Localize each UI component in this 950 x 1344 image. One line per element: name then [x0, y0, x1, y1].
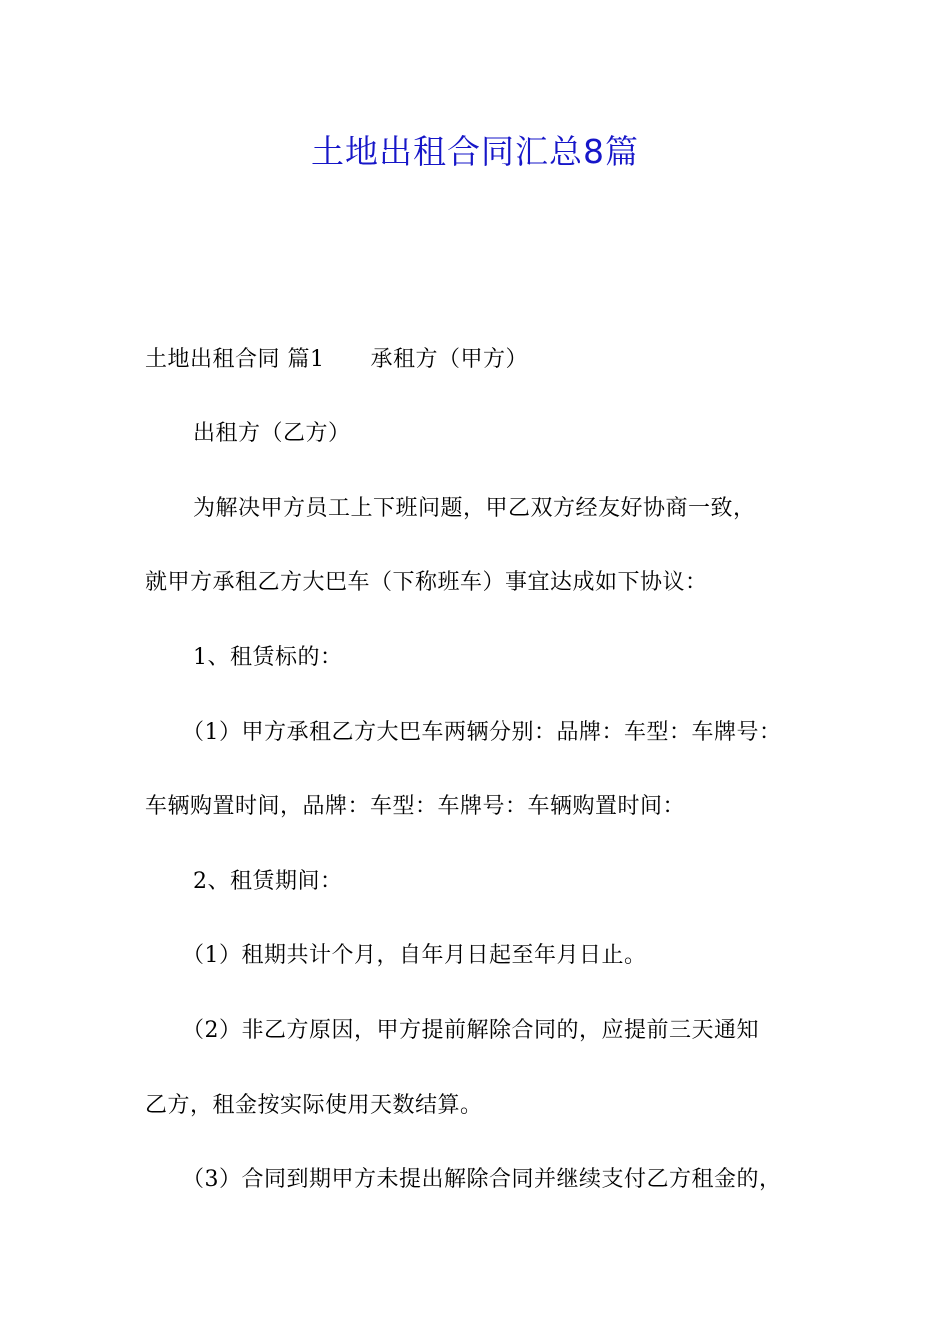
- lessor-label: 出租方（乙方）: [193, 421, 351, 446]
- clause-heading: 1、租赁标的：: [193, 645, 343, 670]
- paragraph-line: 为解决甲方员工上下班问题，甲乙双方经友好协商一致，: [193, 496, 756, 521]
- lessee-label: 承租方（甲方）: [370, 347, 529, 372]
- document-title: 土地出租合同汇总8篇: [311, 132, 639, 171]
- heading-line: [145, 340, 825, 380]
- paragraph-line: 车辆购置时间，品牌：车型：车牌号：车辆购置时间：: [145, 794, 686, 819]
- paragraph-line: 就甲方承租乙方大巴车（下称班车）事宜达成如下协议：: [145, 570, 708, 595]
- paragraph-line: 乙方，租金按实际使用天数结算。: [145, 1093, 483, 1118]
- paragraph-line: （3）合同到期甲方未提出解除合同并继续支付乙方租金的，: [182, 1167, 782, 1192]
- paragraph-line: （1）甲方承租乙方大巴车两辆分别：品牌：车型：车牌号：: [182, 720, 782, 745]
- paragraph-line: （1）租期共计个月，自年月日起至年月日止。: [182, 943, 647, 968]
- section-heading: 土地出租合同 篇1: [145, 347, 325, 372]
- clause-heading: 2、租赁期间：: [193, 869, 343, 894]
- paragraph-line: （2）非乙方原因，甲方提前解除合同的，应提前三天通知: [182, 1018, 759, 1043]
